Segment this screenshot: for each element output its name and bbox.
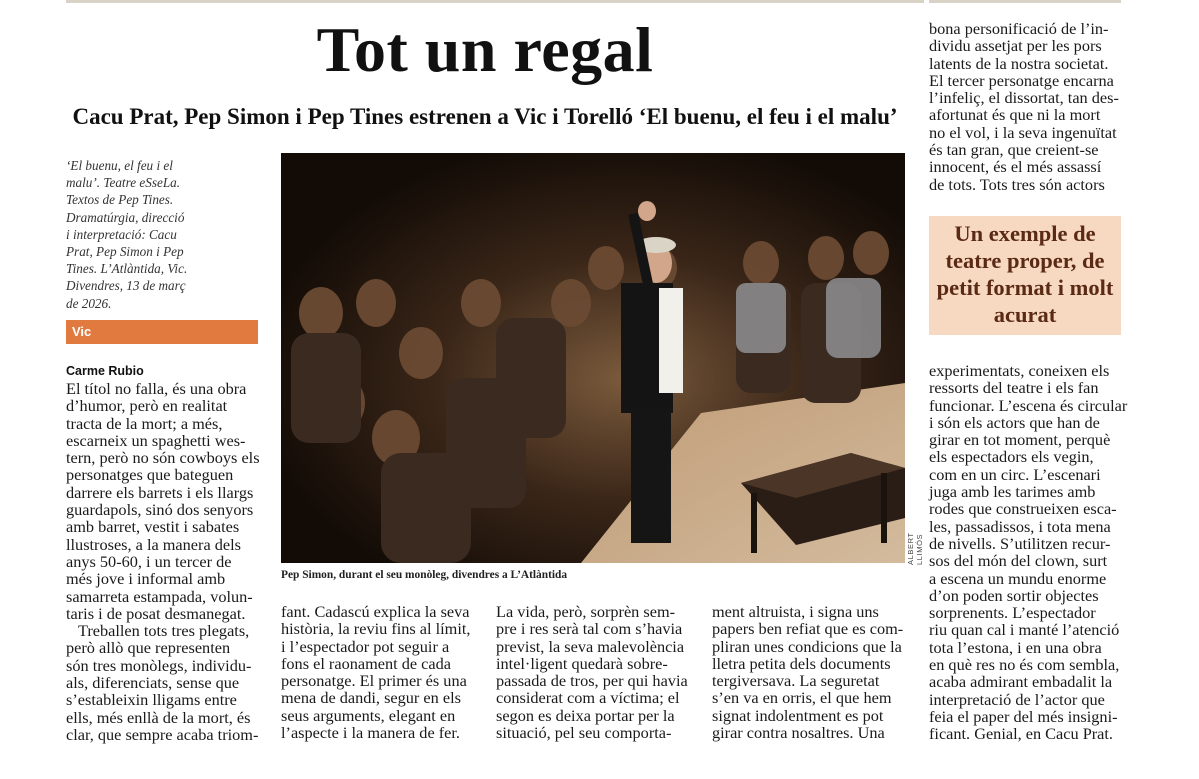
body-line: clar, que sempre acaba triom-	[66, 724, 259, 744]
body-column-1	[66, 380, 258, 743]
body-line: juga amb les tarimes amb	[929, 482, 1096, 502]
body-line: pre i res serà tal com s’havia	[496, 619, 683, 639]
body-line: escarneix un spaghetti wes-	[66, 430, 246, 450]
pull-quote: Un exemple de teatre proper, de petit format i molt acurat	[929, 216, 1121, 335]
body-line: experimentats, coneixen els	[929, 361, 1110, 380]
right-column-rule	[929, 0, 1121, 3]
section-tag: Vic	[66, 320, 258, 344]
photo-caption: Pep Simon, durant el seu monòleg, divendres a L’Atlàntida	[281, 569, 568, 581]
credits-line: Textos de Pep Tines.	[66, 192, 174, 208]
body-line: feia el paper del més insigni-	[929, 706, 1118, 726]
body-line: ells, més enllà de la mort, és	[66, 707, 251, 727]
subtitle: Cacu Prat, Pep Simon i Pep Tines estrenen a Vic i Torelló ‘El buenu, el feu i el malu’	[72, 104, 898, 129]
credits-line: Dramatúrgia, direcció	[66, 209, 185, 225]
stage-photo	[281, 153, 905, 563]
body-line: els espectadors els vegin,	[929, 447, 1094, 467]
body-line: ment altruista, i signa uns	[712, 602, 879, 621]
body-column-3	[496, 603, 692, 741]
credits-line: malu’. Teatre eSseLa.	[66, 175, 181, 191]
body-line: El tercer personatge encarna	[929, 70, 1114, 90]
byline: Carme Rubio	[66, 364, 144, 378]
body-line: Treballen tots tres plegats,	[78, 621, 250, 641]
body-line: papers ben refiat que es com-	[712, 619, 904, 639]
body-line: signat indolentment es pot	[712, 705, 884, 725]
headline: Tot un regal	[316, 14, 654, 85]
body-line: són tres monòlegs, individu-	[66, 655, 252, 675]
body-line: acaba admirant embadalit la	[929, 672, 1113, 692]
body-line: rodes que construeixen esca-	[929, 499, 1117, 519]
body-line: a escena un mundu enorme	[929, 568, 1107, 588]
body-line: tota l’estona, i en una obra	[929, 637, 1102, 657]
body-line: latents de la nostra societat.	[929, 53, 1109, 73]
body-column-4	[712, 603, 908, 741]
body-line: d’humor, però en realitat	[66, 396, 228, 416]
body-line: més jove i informal amb	[66, 569, 226, 589]
body-line: samarreta estampada, volun-	[66, 586, 253, 606]
body-line: seus arguments, elegant en	[281, 705, 456, 725]
body-line: les, passadissos, i tota mena	[929, 516, 1111, 536]
body-line: tracta de la mort; a més,	[66, 413, 223, 433]
body-line: història, la reviu fins al límit,	[281, 619, 471, 639]
body-line: bona personificació de l’in-	[929, 19, 1109, 38]
body-line: guardapols, sinó dos senyors	[66, 500, 254, 520]
body-line: l’infeliç, el dissortat, tan des-	[929, 88, 1119, 108]
body-line: considerat com a víctima; el	[496, 688, 680, 708]
body-line: taris i de posat desmanegat.	[66, 603, 246, 623]
body-line: i són els actors que han de	[929, 412, 1100, 432]
credits-line: ‘El buenu, el feu i el	[66, 158, 173, 173]
body-line: és tan gran, que creient-se	[929, 140, 1099, 160]
body-column-5-top	[929, 20, 1121, 193]
body-line: i l’espectador pot seguir a	[281, 636, 450, 656]
photo-credit: ALBERT LLIMÓS	[906, 532, 924, 565]
body-line: com en un circ. L’escenari	[929, 464, 1101, 484]
credits-line: de 2026.	[66, 295, 112, 311]
body-line: personatges que bateguen	[66, 465, 234, 485]
body-line: tergiversava. La seguretat	[712, 671, 880, 691]
body-line: s’estableixin lligams entre	[66, 690, 237, 710]
body-line: no el vol, i la seva ingenuïtat	[929, 122, 1117, 142]
body-line: fons el raonament de cada	[281, 653, 451, 673]
body-line: en què res no és com sembla,	[929, 655, 1120, 675]
body-line: anys 50-60, i un tercer de	[66, 551, 232, 571]
body-line: funcionar. L’escena és circular	[929, 395, 1128, 415]
body-line: als, diferenciats, sense que	[66, 673, 240, 693]
stage-photo-image	[281, 153, 905, 563]
body-line: riu quan cal i manté l’atenció	[929, 620, 1120, 640]
body-column-5-bottom	[929, 361, 1128, 744]
body-line: interpretació de l’actor que	[929, 689, 1105, 709]
body-line: de nivells. S’utilitzen recur-	[929, 533, 1111, 553]
body-line: girar contra nosaltres. Una	[712, 723, 885, 743]
body-line: s’en va en orris, el que hem	[712, 688, 892, 708]
body-line: ficant. Genial, en Cacu Prat.	[929, 724, 1113, 744]
body-line: tern, però no són cowboys els	[66, 448, 260, 468]
body-line: previst, la seva malevolència	[496, 636, 685, 656]
body-line: dividu assetjat per les pors	[929, 36, 1102, 56]
body-line: situació, pel seu comporta-	[496, 723, 672, 743]
credits-line: i interpretació: Cacu	[66, 226, 177, 242]
body-line: girar en tot moment, perquè	[929, 430, 1111, 450]
body-line: segon es deixa portar per la	[496, 705, 675, 725]
body-line: de tots. Tots tres són actors	[929, 174, 1105, 194]
body-line: mena de dandi, segur en els	[281, 688, 461, 708]
body-line: d’on poden sortir objectes	[929, 585, 1099, 605]
body-line: afortunat és que ni la mort	[929, 105, 1101, 125]
body-line: pliran unes condicions que la	[712, 636, 902, 656]
body-line: fant. Cadascú explica la seva	[281, 602, 470, 621]
body-line: La vida, però, sorprèn sem-	[496, 602, 676, 621]
body-line: sos del món del clown, surt	[929, 551, 1108, 571]
body-line: l’aspecte i la manera de fer.	[281, 723, 460, 743]
top-rule	[66, 0, 924, 3]
body-line: passada de tros, per qui havia	[496, 671, 688, 691]
body-line: personatge. El primer és una	[281, 671, 467, 691]
body-line: llustroses, a la manera dels	[66, 534, 241, 554]
credits-line: Prat, Pep Simon i Pep	[66, 244, 184, 260]
body-line: intel·ligent quedarà sobre-	[496, 653, 668, 673]
body-line: ressorts del teatre i els fan	[929, 378, 1099, 398]
credits-line: Divendres, 13 de març	[66, 278, 186, 294]
body-line: innocent, és el més assassí	[929, 157, 1102, 177]
body-line: El títol no falla, és una obra	[66, 379, 247, 398]
body-line: sorprenents. L’espectador	[929, 603, 1096, 623]
body-line: amb barret, vestit i sabates	[66, 517, 240, 537]
body-line: darrere els barrets i els llargs	[66, 482, 254, 502]
show-credits	[66, 157, 258, 312]
body-column-2	[281, 603, 473, 741]
body-line: lletra petita dels documents	[712, 653, 891, 673]
credits-line: Tines. L’Atlàntida, Vic.	[66, 261, 188, 277]
body-line: però allò que representen	[66, 638, 231, 658]
